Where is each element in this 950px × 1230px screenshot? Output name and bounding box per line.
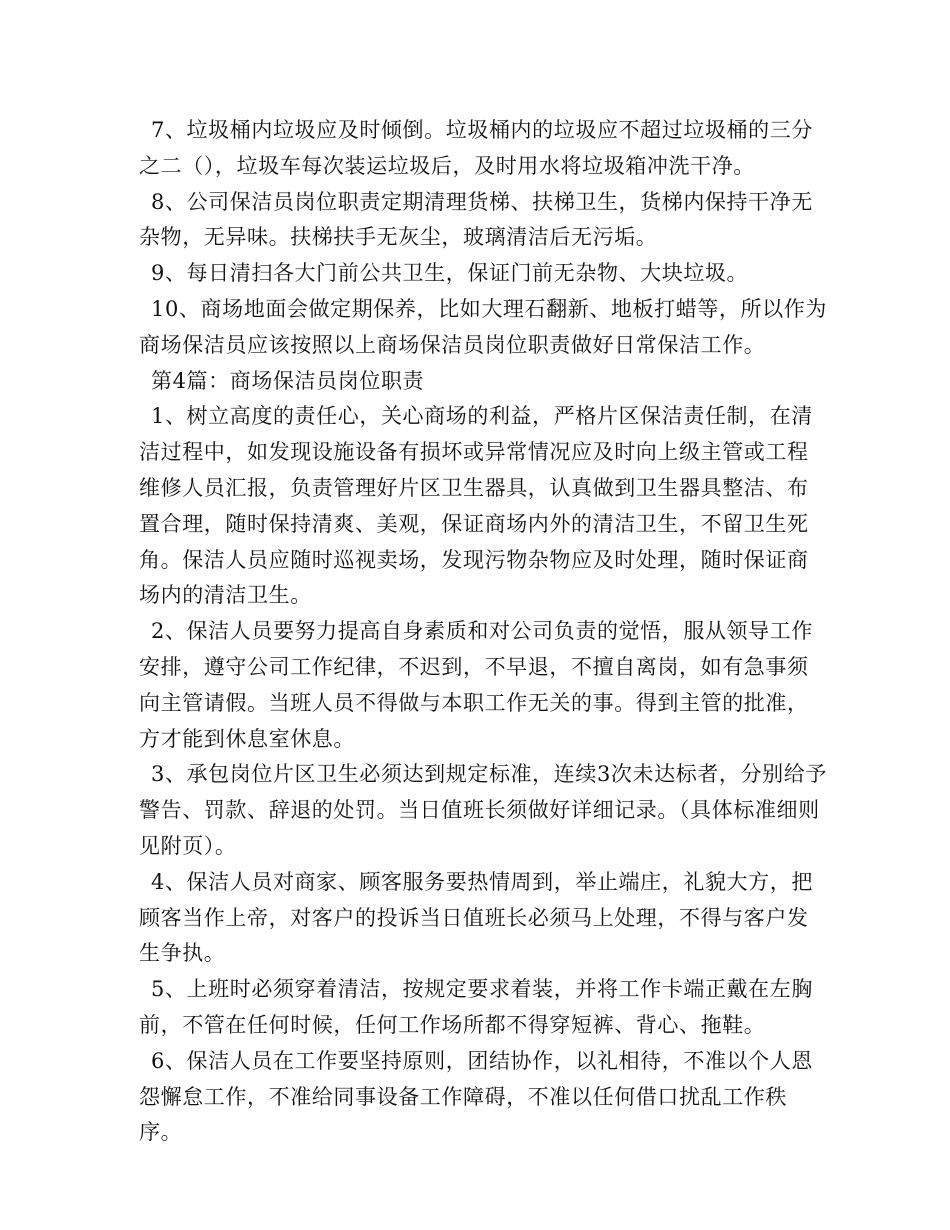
section-paragraph-5: 5、上班时必须穿着清洁，按规定要求着装，并将工作卡端正戴在左胸前，不管在任何时候，任何工作场所都不得穿短裤、背心、拖鞋。	[139, 977, 813, 1037]
section-paragraph-2: 2、保洁人员要努力提高自身素质和对公司负责的觉悟，服从领导工作安排，遵守公司工作纪律，不迟到，不早退，不擅自离岗，如有急事须向主管请假。当班人员不得做与本职工作无关的事。得到主管的批准，方才能到休息室休息。	[139, 619, 813, 751]
paragraph-item-9: 9、每日清扫各大门前公共卫生，保证门前无杂物、大块垃圾。	[151, 261, 749, 286]
section-paragraph-1: 1、树立高度的责任心，关心商场的利益，严格片区保洁责任制，在清洁过程中，如发现设施设备有损坏或异常情况应及时向上级主管或工程维修人员汇报，负责管理好片区卫生器具，认真做到卫生器具整洁、布置合理，随时保持清爽、美观，保证商场内外的清洁卫生，不留卫生死角。保洁人员应随时巡视卖场，发现污物杂物应及时处理，随时保证商场内的清洁卫生。	[139, 404, 813, 608]
paragraph-item-7: 7、垃圾桶内垃圾应及时倾倒。垃圾桶内的垃圾应不超过垃圾桶的三分之二（），垃圾车每次装运垃圾后，及时用水将垃圾箱冲洗干净。	[139, 118, 813, 178]
section-paragraph-6: 6、保洁人员在工作要坚持原则，团结协作，以礼相待，不准以个人恩怨懈怠工作，不准给同事设备工作障碍，不准以任何借口扰乱工作秩序。	[139, 1048, 813, 1145]
section-paragraph-4: 4、保洁人员对商家、顾客服务要热情周到，举止端庄，礼貌大方，把顾客当作上帝，对客户的投诉当日值班长必须马上处理，不得与客户发生争执。	[139, 869, 813, 966]
paragraph-item-8: 8、公司保洁员岗位职责定期清理货梯、扶梯卫生，货梯内保持干净无杂物，无异味。扶梯扶手无灰尘，玻璃清洁后无污垢。	[139, 189, 813, 250]
document-body	[139, 113, 829, 1151]
paragraph-item-10: 10、商场地面会做定期保养，比如大理石翻新、地板打蜡等，所以作为商场保洁员应该按照以上商场保洁员岗位职责做好日常保洁工作。	[139, 296, 827, 357]
section-paragraph-3: 3、承包岗位片区卫生必须达到规定标准，连续3次未达标者，分别给予警告、罚款、辞退的处罚。当日值班长须做好详细记录。（具体标准细则见附页）。	[139, 762, 827, 858]
section-heading: 第4篇：商场保洁员岗位职责	[151, 368, 425, 393]
